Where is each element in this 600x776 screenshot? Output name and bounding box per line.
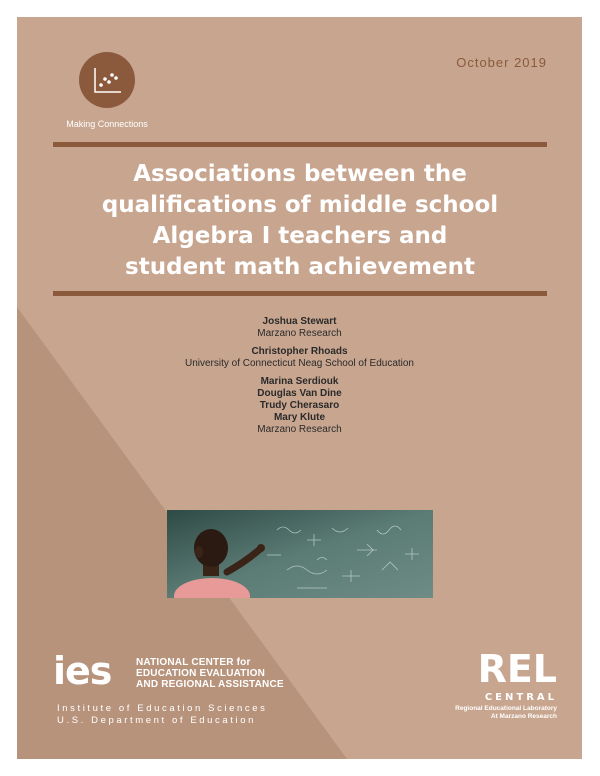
ies-center-name: NATIONAL CENTER for EDUCATION EVALUATION AND REGIONAL ASSISTANCE [136, 657, 284, 690]
author-name: Mary Klute [273, 412, 326, 423]
title-line: Associations between the [133, 161, 467, 187]
rel-central: CENTRAL [484, 692, 557, 703]
ies-institute: Institute of Education Sciences U.S. Department of Education [57, 703, 268, 726]
rel-central-logo [447, 649, 557, 729]
title-line: student math achievement [125, 254, 475, 280]
making-connections-logo [79, 52, 135, 108]
ies-mark: ies [53, 649, 112, 693]
author-affiliation: University of Connecticut Neag School of Education [184, 358, 414, 369]
author-name: Marina Serdiouk [260, 376, 339, 387]
author-name: Trudy Cherasaro [259, 400, 340, 411]
author-list [77, 316, 522, 436]
publication-date: October 2019 [456, 55, 547, 70]
title-line: Algebra I teachers and [152, 223, 448, 249]
rel-mark: REL [477, 647, 557, 691]
report-title [53, 159, 547, 283]
title-rule-bottom [53, 291, 547, 296]
rel-lab-name: Regional Educational Laboratory At Marzano Research [455, 705, 557, 720]
title-line: qualifications of middle school [101, 192, 499, 218]
scatter-chart-icon [79, 52, 135, 108]
author-name: Joshua Stewart [262, 316, 337, 327]
author-affiliation: Marzano Research [257, 424, 342, 435]
cover-photo [167, 510, 433, 598]
title-rule-top [53, 142, 547, 147]
author-name: Christopher Rhoads [251, 346, 348, 357]
author-name: Douglas Van Dine [257, 388, 342, 399]
report-cover [17, 17, 582, 759]
author-affiliation: Marzano Research [257, 328, 342, 339]
ies-logo [53, 651, 313, 731]
series-label: Making Connections [66, 119, 148, 129]
